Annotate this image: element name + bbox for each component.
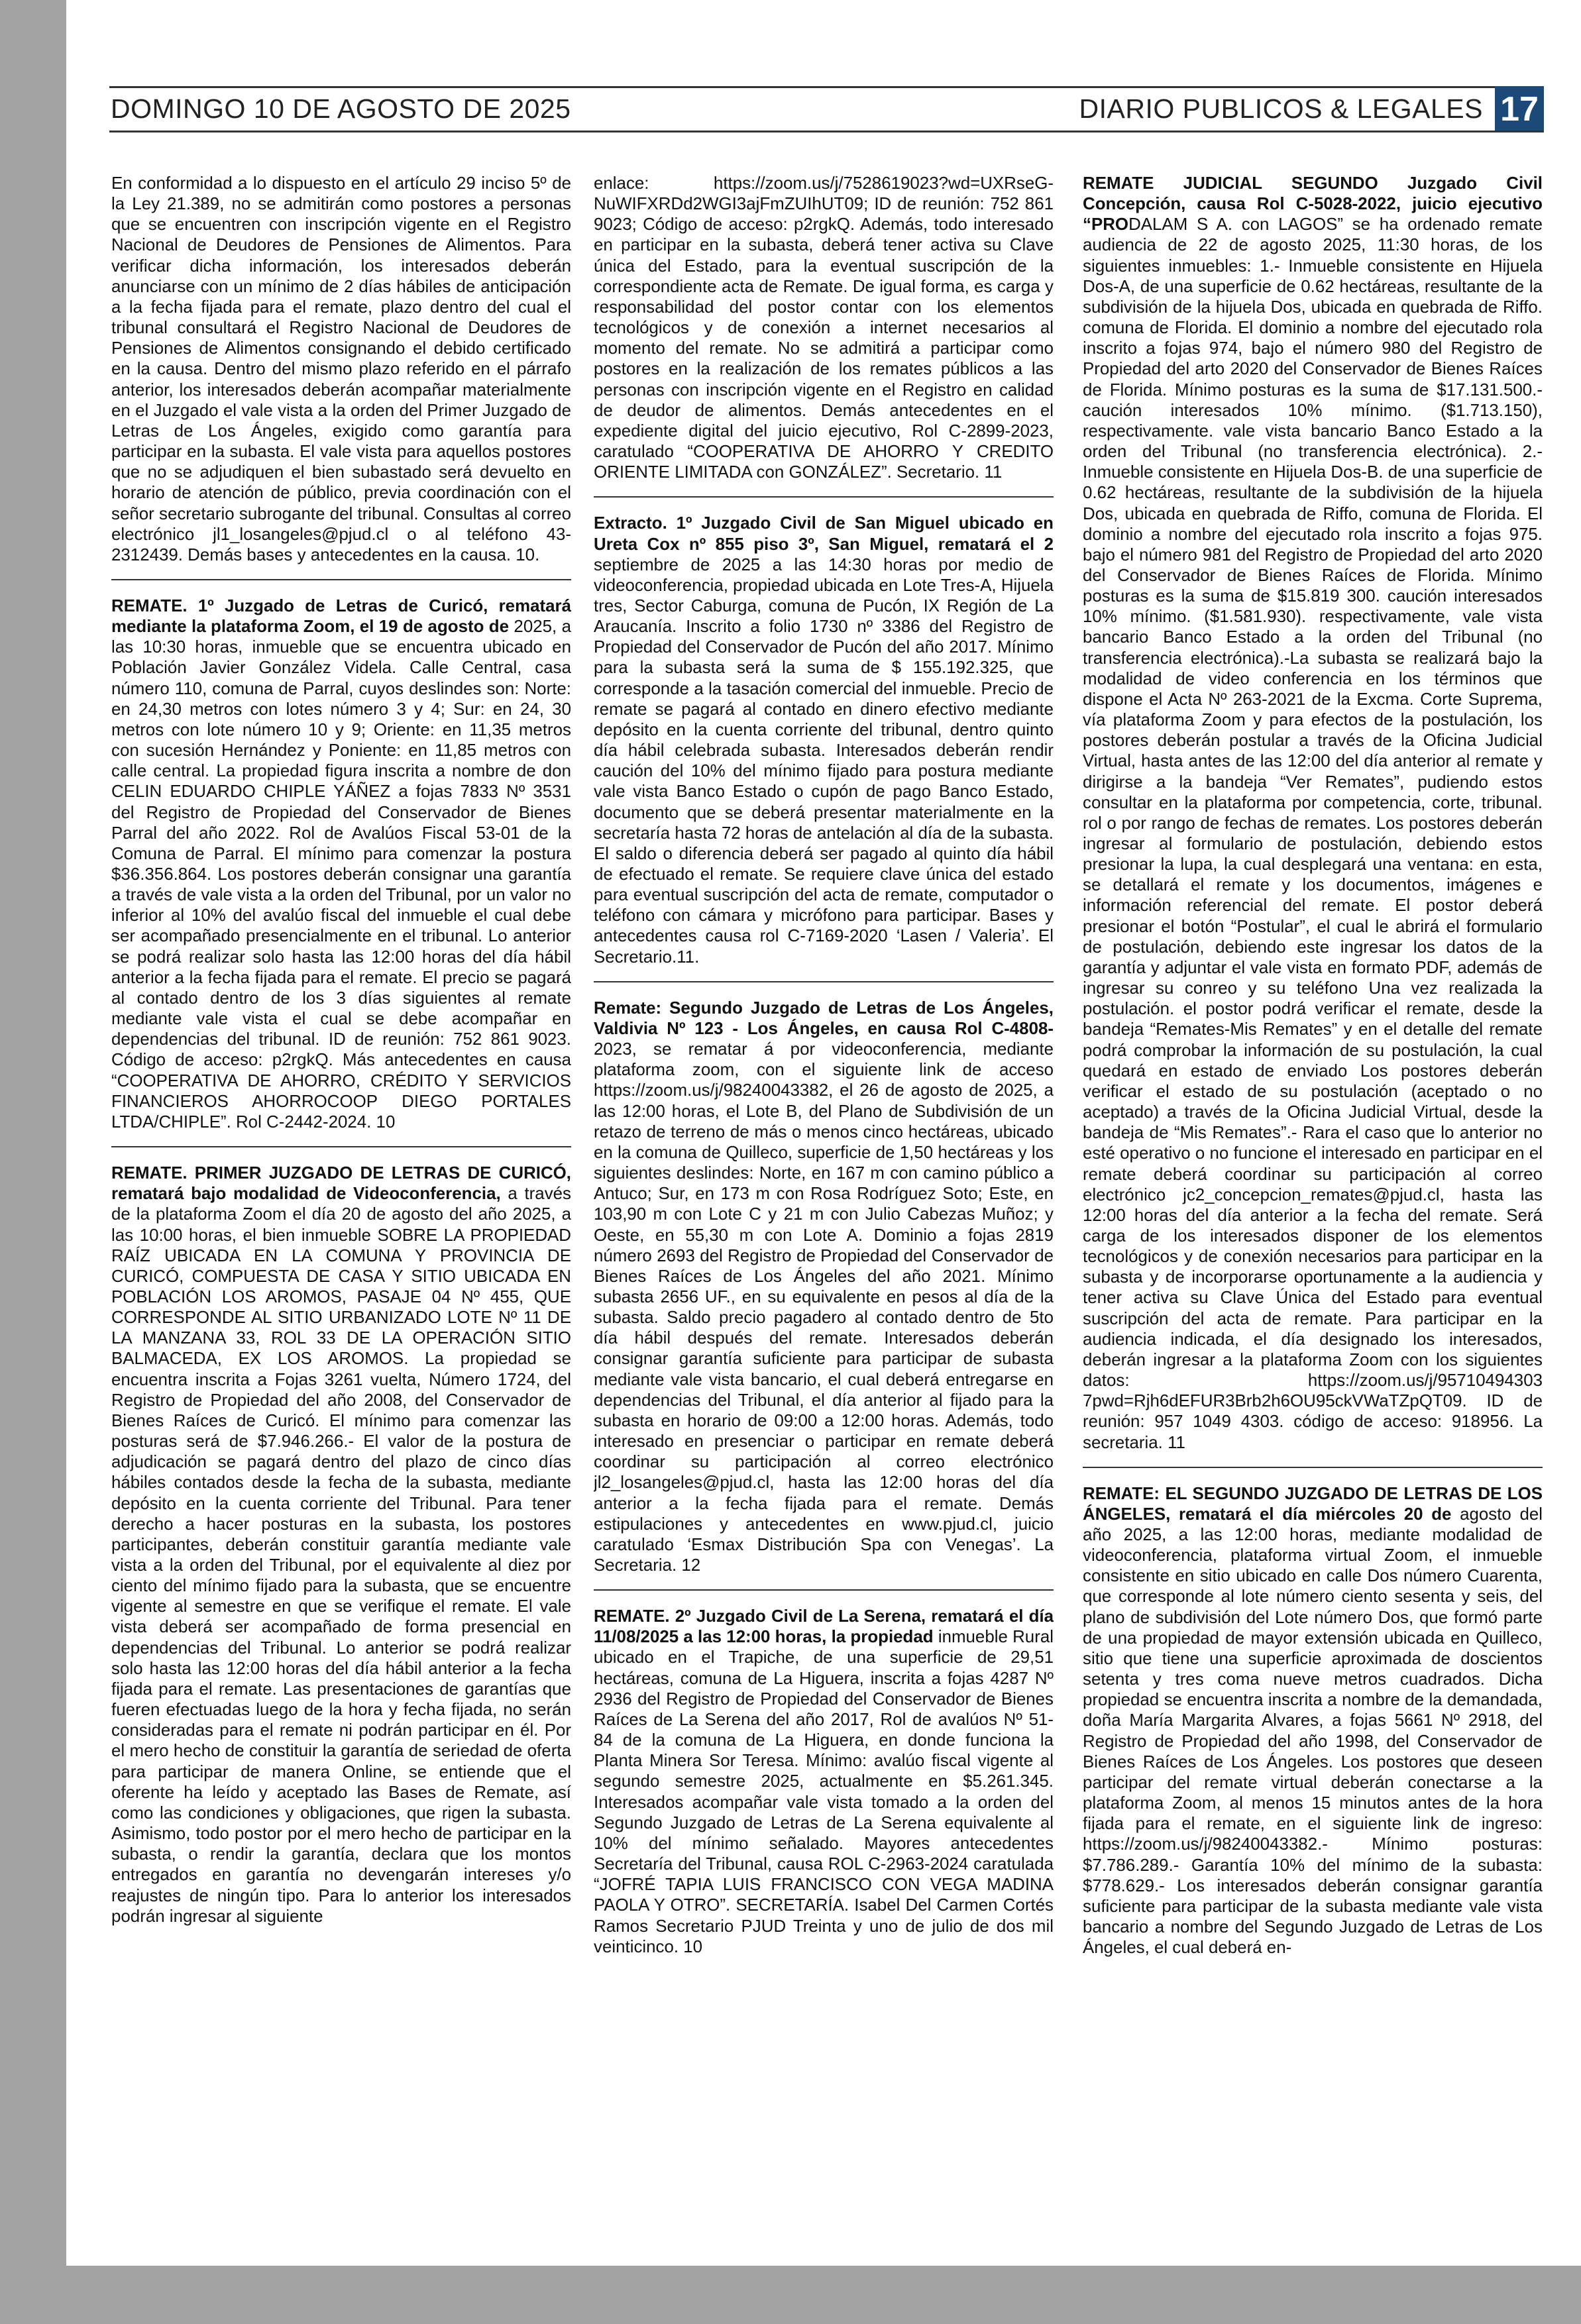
notice-remate-los-angeles-2: REMATE: EL SEGUNDO JUZGADO DE LETRAS DE LOS ÁNGELES, rematará el día miércoles 20 de agosto del año 2025, a las 12:00 horas, mediante modalidad de videoconferencia, plataforma virtual Zoom, el inmueble consistente en sitio ubicado en calle Dos número Cuarenta, que corresponde al lote número ciento sesenta y seis, del plano de subdivisión del Lote número Dos, que formó parte de una propiedad de mayor extensión ubicada en Quilleco, sitio que tiene una superficie aproximada de doscientos setenta y tres coma nueve metros cuadrados. Dicha propiedad se encuentra inscrita a nombre de la demandada, doña María Margarita Alvares, a fojas 5661 Nº 2918, del Registro de Propiedad del año 1998, del Conservador de Bienes Raíces de Los Ángeles. Los postores que deseen participar del remate virtual deberán conectarse a la plataforma Zoom, al menos 15 minutos antes de la hora fijada para el remate, en el siguiente link de ingreso: https://zoom.us/j/98240043382.- Mínimo posturas: $7.786.289.- Garantía 10% del mínimo de la subasta: $778.629.- Los interesados deberán consignar garantía suficiente para participar de la subasta mediante vale vista bancario a nombre del Segundo Juzgado de Letras de Los Ángeles, el cual deberá en- — [1083, 1467, 1543, 1959]
publication-name: DIARIO PUBLICOS & LEGALES — [1079, 93, 1483, 124]
notice-remate-la-serena: REMATE. 2º Juzgado Civil de La Serena, rematará el día 11/08/2025 a las 12:00 horas, la propiedad inmueble Rural ubicado en el Trapiche, de una superficie de 29,51 hectáreas, comuna de La Higuera, inscrita a fojas 4287 Nº 2936 del Registro de Propiedad del Conservador de Bienes Raíces de La Serena del año 2017, Rol de avalúos Nº 51-84 de la comuna de La Higuera, en donde funciona la Planta Minera Sor Teresa. Mínimo: avalúo fiscal vigente al segundo semestre 2025, actualmente en $5.261.345. Interesados acompañar vale vista tomado a la orden del Segundo Juzgado de Letras de La Serena equivalente al 10% del mínimo señalado. Mayores antecedentes Secretaría del Tribunal, causa ROL C-2963-2024 caratulada “JOFRÉ TAPIA LUIS FRANCISCO CON VEGA MADINA PAOLA Y OTRO”. SECRETARÍA. Isabel Del Carmen Cortés Ramos Secretario PJUD Treinta y uno de julio de dos mil veinticinco. 10 — [594, 1589, 1054, 1958]
notice-remate-curico-1: REMATE. 1º Juzgado de Letras de Curicó, rematará mediante la plataforma Zoom, el 19 de agosto de 2025, a las 10:30 horas, inmueble que se encuentra ubicado en Población Javier González Videla. Calle Central, casa número 110, comuna de Parral, cuyos deslindes son: Norte: en 24,30 metros con lotes número 3 y 4; Sur: en 24, 30 metros con lote número 10 y 9; Oriente: en 11,35 metros con sucesión Hernández y Poniente: en 11,85 metros con calle central. La propiedad figura inscrita a nombre de don CELIN EDUARDO CHIPLE YÁÑEZ a fojas 7833 Nº 3531 del Registro de Propiedad del Conservador de Bienes Parral del año 2022. Rol de Avalúos Fiscal 53-01 de la Comuna de Parral. El mínimo para comenzar la postura $36.356.864. Los postores deberán consignar una garantía a través de vale vista a la orden del Tribunal, por un valor no inferior al 10% del avalúo fiscal del inmueble el cual debe ser acompañado presencialmente en el tribunal. Lo anterior se podrá realizar solo hasta las 12:00 horas del día hábil anterior a la fecha fijada para el remate. El precio se pagará al contado dentro de los 3 días siguientes al remate mediante vale vista el cual se debe acompañar en dependencias del tribunal. ID de reunión: 752 861 9023. Código de acceso: p2rgkQ. Más antecedentes en causa “COOPERATIVA DE AHORRO, CRÉDITO Y SERVICIOS FINANCIEROS AHORROCOOP DIEGO PORTALES LTDA/CHIPLE”. Rol C-2442-2024. 10 — [111, 579, 571, 1133]
notice-continued: enlace: https://zoom.us/j/7528619023?wd=UXRseG-NuWIFXRDd2WGI3ajFmZUIhUT09; ID de reunión: 752 861 9023; Código de acceso: p2rgkQ. Además, todo interesado en participar en la subasta, deberá tener activa su Clave única del Estado, para la eventual suscripción de la correspondiente acta de Remate. De igual forma, es carga y responsabilidad del postor contar con los elementos tecnológicos y de conexión a internet necesarios al momento del remate. No se admitirá a participar como postores en la realización de los remates públicos a las personas con inscripción vigente en el Registro en calidad de deudor de alimentos. Demás antecedentes en el expediente digital del juicio ejecutivo, Rol C-2899-2023, caratulado “COOPERATIVA DE AHORRO Y CREDITO ORIENTE LIMITADA con GONZÁLEZ”. Secretario. 11 — [594, 174, 1054, 482]
notice-extracto-san-miguel: Extracto. 1º Juzgado Civil de San Miguel ubicado en Ureta Cox nº 855 piso 3º, San Miguel, rematará el 2 septiembre de 2025 a las 14:30 horas por medio de videoconferencia, propiedad ubicada en Lote Tres-A, Hijuela tres, Sector Caburga, comuna de Pucón, IX Región de La Araucanía. Inscrito a folio 1730 nº 3386 del Registro de Propiedad del Conservador de Pucón del año 2017. Mínimo para la subasta será la suma de $ 155.192.325, que corresponde a la tasación comercial del inmueble. Precio de remate se pagará al contado en dinero efectivo mediante depósito en la cuenta corriente del tribunal, dentro quinto día hábil celebrada subasta. Interesados deberán rendir caución del 10% del mínimo fijado para postura mediante vale vista Banco Estado o cupón de pago Banco Estado, documento que se deberá presentar materialmente en la secretaría hasta 72 horas de antelación al día de la subasta. El saldo o diferencia deberá ser pagado al quinto día hábil de efectuado el remate. Se requiere clave única del estado para eventual suscripción del acta de remate, computador o teléfono con cámara y micrófono para participar. Bases y antecedentes causa rol C-7169-2020 ‘Lasen / Valeria’. El Secretario.11. — [594, 496, 1054, 967]
notice-remate-curico-2: REMATE. PRIMER JUZGADO DE LETRAS DE CURICÓ, rematará bajo modalidad de Videoconferencia, a través de la plataforma Zoom el día 20 de agosto del año 2025, a las 10:00 horas, el bien inmueble SOBRE LA PROPIEDAD RAÍZ UBICADA EN LA COMUNA Y PROVINCIA DE CURICÓ, COMPUESTA DE CASA Y SITIO UBICADA EN POBLACIÓN LOS AROMOS, PASAJE 04 Nº 455, QUE CORRESPONDE AL SITIO URBANIZADO LOTE Nº 11 DE LA MANZANA 33, ROL 33 DE LA OPERACIÓN SITIO BALMACEDA, EX LOS AROMOS. La propiedad se encuentra inscrita a Fojas 3261 vuelta, Número 1724, del Registro de Propiedad del año 2008, del Conservador de Bienes Raíces de Curicó. El mínimo para comenzar las posturas será de $7.946.266.- El valor de la postura de adjudicación se pagará dentro del plazo de cinco días hábiles contados desde la fecha de la subasta, mediante depósito en la cuenta corriente del Tribunal. Para tener derecho a hacer posturas en la subasta, los postores participantes, deberán constituir garantía mediante vale vista a la orden del Tribunal, por el equivalente al diez por ciento del mínimo fijado para la subasta, que se encuentre vigente al semestre en que se verifique el remate. El vale vista deberá ser acompañado de forma presencial en dependencias del Tribunal. Lo anterior se podrá realizar solo hasta las 12:00 horas del día hábil anterior a la fecha fijada para el remate. Las presentaciones de garantías que fueren efectuadas luego de la hora y fecha fijada, no serán consideradas para el remate ni podrán participar en él. Por el mero hecho de constituir la garantía de seriedad de oferta para participar de manera Online, se entiende que el oferente ha leído y aceptado las Bases de Remate, así como las condiciones y obligaciones, que rigen la subasta. Asimismo, todo postor por el mero hecho de participar en la subasta, o rendir la garantía, declara que los montos entregados en garantía no devengarán intereses y/o reajustes de ningún tipo. Para lo anterior los interesados podrán ingresar al siguiente — [111, 1146, 571, 1927]
header-bottom-rule — [109, 131, 1544, 132]
header-date: DOMINGO 10 DE AGOSTO DE 2025 — [111, 93, 571, 124]
notice-remate-los-angeles-1: Remate: Segundo Juzgado de Letras de Los Ángeles, Valdivia Nº 123 - Los Ángeles, en causa Rol C-4808-2023, se rematar á por videoconferencia, mediante plataforma zoom, con el siguiente link de acceso https://zoom.us/j/98240043382, el 26 de agosto de 2025, a las 12:00 horas, el Lote B, del Plano de Subdivisión de un retazo de terreno de más o menos cinco hectáreas, ubicado en la comuna de Quilleco, superficie de 1,50 hectáreas y los siguientes deslindes: Norte, en 167 m con camino público a Antuco; Sur, en 173 m con Rosa Rodríguez Soto; Este, en 103,90 m con Lote C y 21 m con Julio Cabezas Muñoz; y Oeste, en 55,30 m con Lote A. Dominio a fojas 2819 número 2693 del Registro de Propiedad del Conservador de Bienes Raíces de Los Ángeles del año 2021. Mínimo subasta 2656 UF., en su equivalente en pesos al día de la subasta. Saldo precio pagadero al contado dentro de 5to día hábil después del remate. Interesados deberán consignar garantía suficiente para participar de subasta mediante vale vista bancario, el cual deberá entregarse en dependencias del Tribunal, el día anterior al fijado para la subasta en horario de 09:00 a 12:00 horas. Además, todo interesado en presenciar o participar en remate deberá coordinar su participación al correo electrónico jl2_losangeles@pjud.cl, hasta las 12:00 horas del día anterior a la fecha fijada para el remate. Demás estipulaciones y antecedentes en www.pjud.cl, juicio caratulado ‘Esmax Distribución Spa con Venegas’. La Secretaria. 12 — [594, 981, 1054, 1576]
page-number-badge: 17 — [1495, 86, 1544, 132]
newspaper-page — [66, 0, 1581, 2266]
page-header — [109, 86, 1544, 132]
notice-continued: En conformidad a lo dispuesto en el artículo 29 inciso 5º de la Ley 21.389, no se admitirán como postores a personas que se encuentren con inscripción vigente en el Registro Nacional de Deudores de Pensiones de Alimentos. Para verificar dicha información, los interesados deberán anunciarse con un mínimo de 2 días hábiles de anticipación a la fecha fijada para el remate, plazo dentro del cual el tribunal consultará el Registro Nacional de Deudores de Pensiones de Alimentos consignando el debido certificado en la causa. Dentro del mismo plazo referido en el párrafo anterior, los interesados deberán acompañar materialmente en el Juzgado el vale vista a la orden del Primer Juzgado de Letras de Los Ángeles, exigido como garantía para participar en la subasta. El vale vista para aquellos postores que no se adjudiquen el bien subastado será devuelto en horario de atención de público, previa coordinación con el señor secretario subrogante del tribunal. Consultas al correo electrónico jl1_losangeles@pjud.cl o al teléfono 43-2312439. Demás bases y antecedentes en la causa. 10. — [111, 174, 571, 564]
column-1 — [111, 174, 571, 2241]
column-3 — [1083, 174, 1543, 2241]
notice-remate-concepcion: REMATE JUDICIAL SEGUNDO Juzgado Civil Concepción, causa Rol C-5028-2022, juicio ejecutivo “PRODALAM S A. con LAGOS” se ha ordenado remate audiencia de 22 de agosto 2025, 11:30 horas, de los siguientes inmuebles: 1.- Inmueble consistente en Hijuela Dos-A, de una superficie de 0.62 hectáreas, resultante de la subdivisión de la hijuela Dos, ubicada en quebrada de Riffo. comuna de Florida. El dominio a nombre del ejecutado rola inscrito a fojas 974, bajo el número 980 del Registro de Propiedad del arto 2020 del Conservador de Bienes Raíces de Florida. Mínimo posturas es la suma de $17.131.500.- caución interesados 10% mínimo. ($1.713.150), respectivamente. vale vista bancario Banco Estado a la orden del Tribunal (no transferencia electrónica). 2.- Inmueble consistente en Hijuela Dos-B. de una superficie de 0.62 hectáreas, resultante de la subdivisión de la hijuela Dos, ubicada en quebrada de Riffo, comuna de Florida. El dominio a nombre del ejecutado rola inscrito a fojas 975. bajo el número 981 del Registro de Propiedad del arto 2020 del Conservador de Bienes Raíces de Florida. Mínimo posturas es la suma de $15.819 300. caución interesados 10% mínimo. ($1.581.930). respectivamente, vale vista bancario Banco Estado a la orden del Tribunal (no transferencia electrónica).-La subasta se realizará bajo la modalidad de video conferencia en los términos que dispone el Acta Nº 263-2021 de la Excma. Corte Suprema, vía plataforma Zoom y para efectos de la postulación, los postores deberán postular a través de la Oficina Judicial Virtual, hasta antes de las 12:00 del día anterior al remate y dirigirse a la bandeja “Ver Remates”, pudiendo estos consultar en la plataforma por competencia, corte, tribunal. rol o por rango de fechas de remates. Los postores deberán ingresar al formulario de postulación, debiendo estos presionar la lupa, la cual desplegará una ventana: en esta, se detallará el remate y los documentos, imágenes e información referencial del remate. El postor deberá presionar el botón “Postular”, el cual le abrirá el formulario de postulación, debiendo este ingresar los datos de la garantía y adjuntar el vale vista en formato PDF, además de ingresar su conreo y su teléfono Una vez realizada la postulación. el postor podrá verificar el remate, desde la bandeja “Remates-Mis Remates” y en el detalle del remate podrá comprobar la información de su postulación, la cual quedará en estado de enviado Los postores deberán verificar el estado de su postulación (aceptado o no aceptado) a través de la Oficina Judicial Virtual, desde la bandeja de “Mis Remates”.- Rara el caso que lo anterior no esté operativo o no funcione el interesado en participar en el remate deberá coordinar su participación al correo electrónico jc2_concepcion_remates@pjud.cl, hasta las 12:00 horas del día anterior a la fecha del remate. Será carga de los interesados disponer de los elementos tecnológicos y de conexión necesarios para participar en la subasta y de incorporarse oportunamente a la audiencia y tener activa su Clave Única del Estado para eventual suscripción del acta de remate. Para participar en la audiencia indicada, el día designado los interesados, deberán ingresar a la plataforma Zoom con los siguientes datos: https://zoom.us/j/95710494303 7pwd=Rjh6dEFUR3Brb2h6OU95ckVWaTZpQT09. ID de reunión: 957 1049 4303. código de acceso: 918956. La secretaria. 11 — [1083, 174, 1543, 1452]
column-2 — [594, 174, 1054, 2241]
header-top-rule — [109, 86, 1544, 88]
